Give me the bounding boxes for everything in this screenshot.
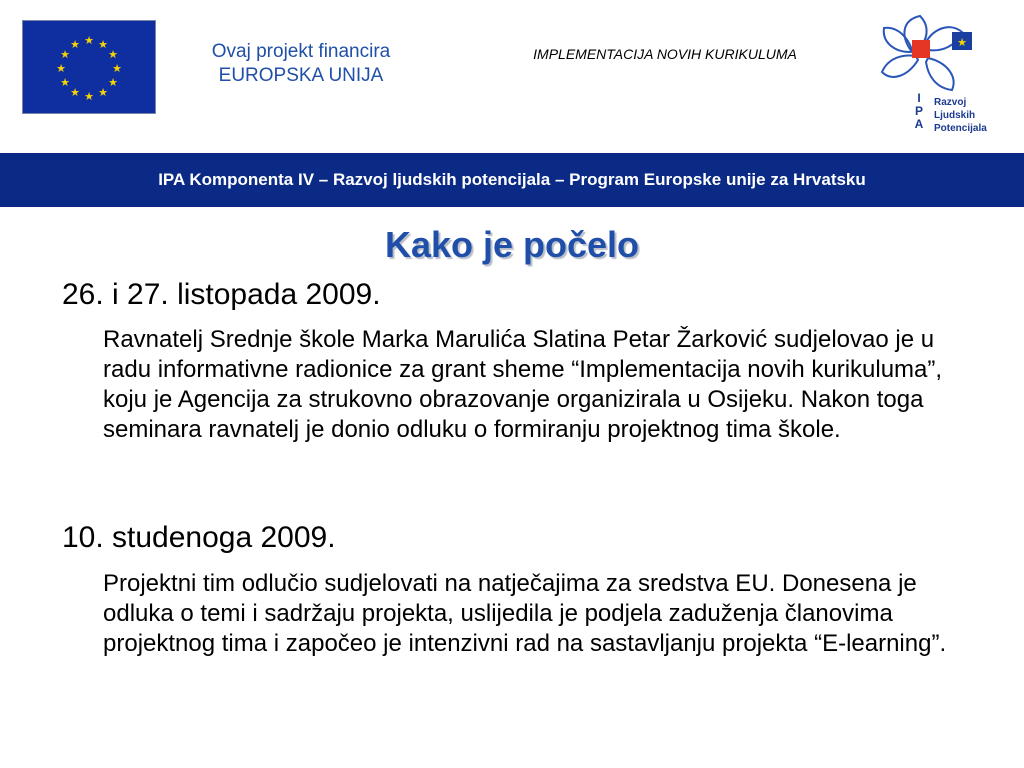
svg-text:★: ★ xyxy=(84,34,94,47)
ipa-letter: P xyxy=(914,104,923,118)
svg-text:★: ★ xyxy=(957,36,967,49)
funding-statement xyxy=(170,40,432,88)
ipa-vertical-letters xyxy=(912,92,926,131)
funding-line-2: EUROPSKA UNIJA xyxy=(218,65,384,86)
ipa-letter: A xyxy=(914,117,924,131)
svg-text:★: ★ xyxy=(108,76,118,89)
funding-line-1: Ovaj projekt financira xyxy=(211,41,391,62)
ipa-logo-line: Razvoj xyxy=(934,97,967,108)
banner-text: IPA Komponenta IV – Razvoj ljudskih potencijala – Program Europske unije za Hrvatsku xyxy=(158,170,866,189)
section-paragraph: Ravnatelj Srednje škole Marka Marulića Slatina Petar Žarković sudjelovao je u radu informativne radionice za grant sheme “Implementacija novih kurikuluma”, koju je Agencija za strukovno obrazovanje organizirala u Osijeku. Nakon toga seminara ravnatelj je donio odluku o formiranju projektnog tima škole. xyxy=(103,326,943,443)
project-title: IMPLEMENTACIJA NOVIH KURIKULUMA xyxy=(533,46,797,62)
section-date: 10. studenoga 2009. xyxy=(62,521,336,554)
svg-text:★: ★ xyxy=(60,48,70,61)
svg-text:★: ★ xyxy=(84,90,94,103)
ipa-logo-line: Potencijala xyxy=(934,123,987,134)
section-paragraph: Projektni tim odlučio sudjelovati na natječajima za sredstva EU. Donesena je odluka o temi i sadržaju projekta, uslijedila je podjela zaduženja članovima projektnog tima i započeo je intenzivni rad na sastavljanju projekta “E-learning”. xyxy=(103,570,947,657)
svg-text:★: ★ xyxy=(108,48,118,61)
program-banner xyxy=(0,153,1024,207)
svg-text:★: ★ xyxy=(70,38,80,51)
ipa-logo-line: Ljudskih xyxy=(934,110,976,121)
svg-text:★: ★ xyxy=(98,38,108,51)
section-date: 26. i 27. listopada 2009. xyxy=(62,278,381,311)
svg-text:★: ★ xyxy=(112,62,122,75)
svg-text:★: ★ xyxy=(56,62,66,75)
eu-flag-logo xyxy=(22,20,156,114)
svg-text:★: ★ xyxy=(98,86,108,99)
slide-title: Kako je počelo xyxy=(384,224,640,265)
svg-text:★: ★ xyxy=(60,76,70,89)
ipa-logo-text xyxy=(934,96,987,135)
ipa-letter: I xyxy=(917,91,921,105)
svg-text:★: ★ xyxy=(70,86,80,99)
